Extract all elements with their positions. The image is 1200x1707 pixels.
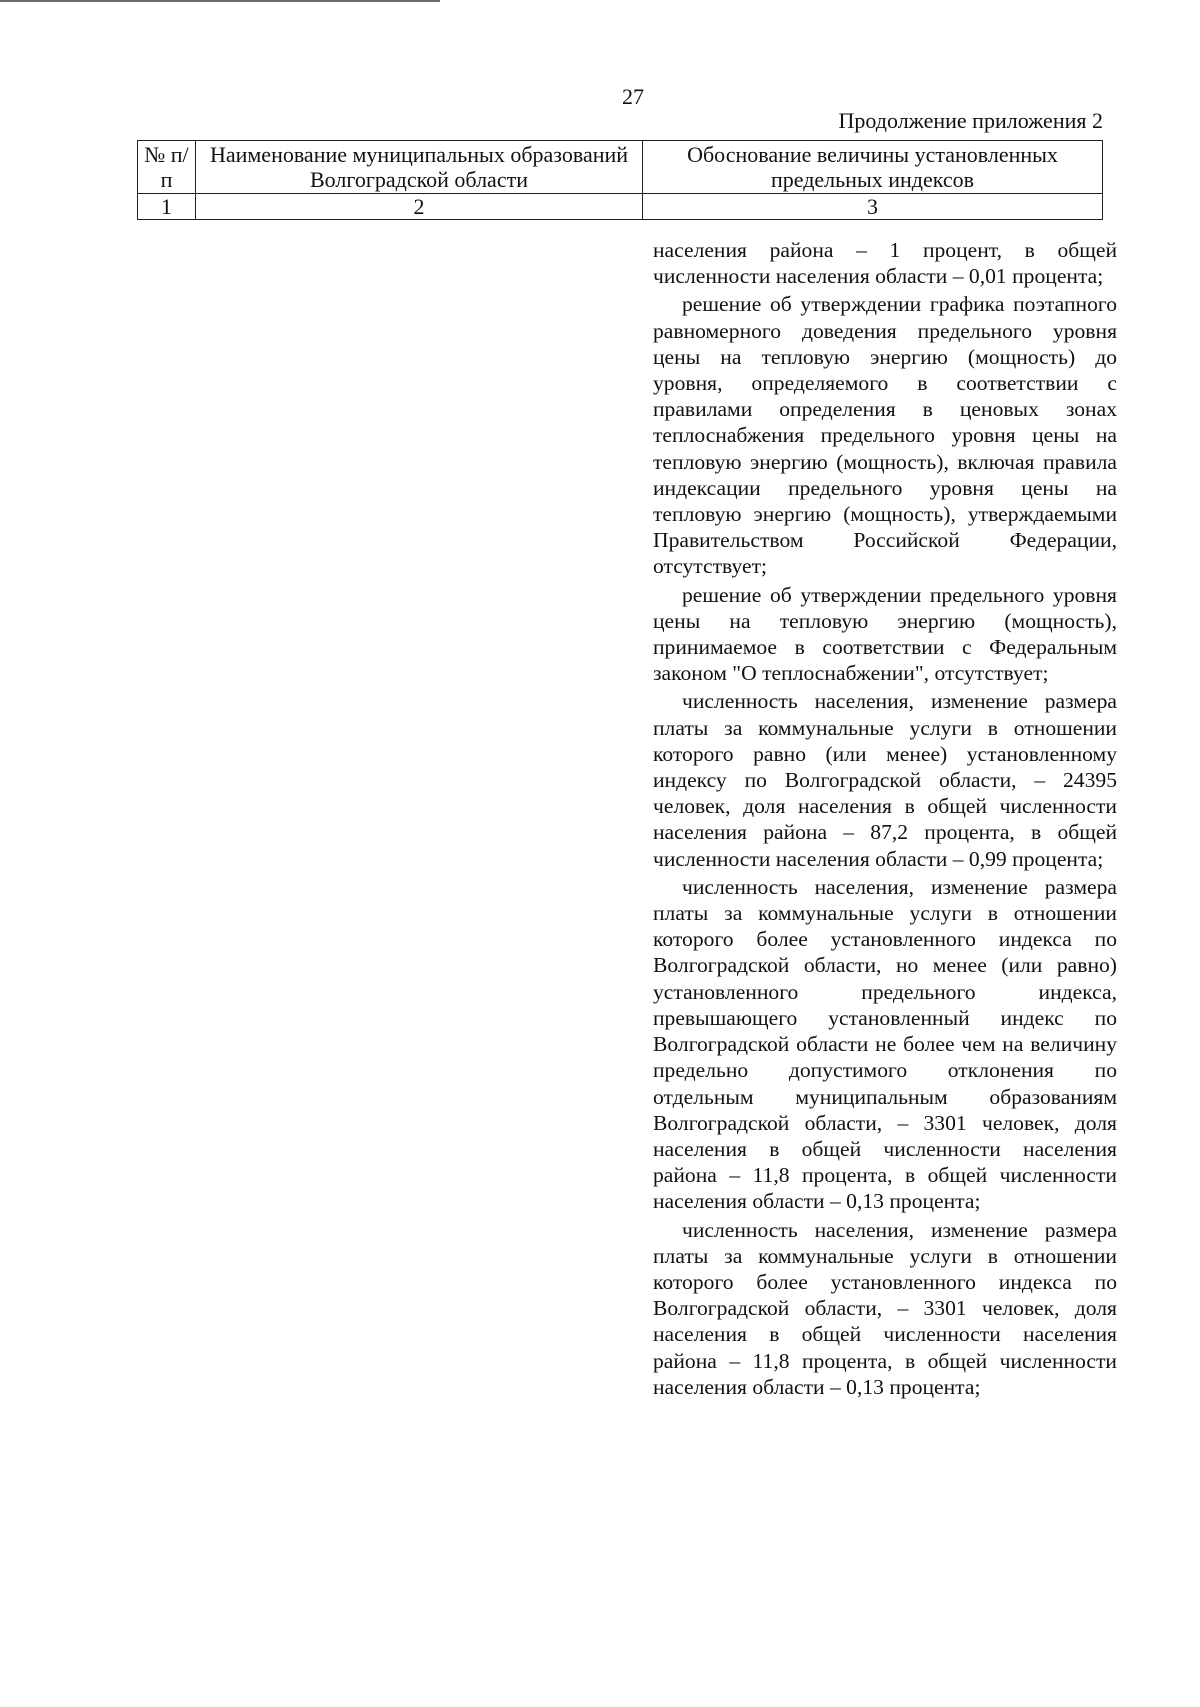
justification-paragraph: решение об утверждении предельного уровня цены на тепловую энергию (мощность), принимаемое в соответствии с Федеральным законом "О теплоснабжении", отсутствует; <box>653 582 1117 686</box>
column-number-2: 2 <box>196 194 643 220</box>
justification-paragraph: решение об утверждении графика поэтапного равномерного доведения предельного уровня цены на тепловую энергию (мощность) до уровня, определяемого в соответствии с правилами определения в ценовых зонах теплоснабжения предельного уровня цены на тепловую энергию (мощность), включая правила индексации предельного уровня цены на тепловую энергию (мощность), утверждаемыми Правительством Российской Федерации, отсутствует; <box>653 292 1117 579</box>
appendix-table <box>137 140 1103 220</box>
scan-edge-line <box>0 0 440 2</box>
column-number-1: 1 <box>138 194 196 220</box>
page-number: 27 <box>622 84 644 109</box>
column-number-row <box>138 194 1103 220</box>
justification-paragraph: численность населения, изменение размера платы за коммунальные услуги в отношении которого более установленного индекса по Волгоградской области, но менее (или равно) установленного предельного индекса, превышающего установленный индекс по Волгоградской области не более чем на величину предельно допустимого отклонения по отдельным муниципальным образованиям Волгоградской области, – 3301 человек, доля населения в общей численности населения района – 11,8 процента, в общей численности населения области – 0,13 процента; <box>653 874 1117 1214</box>
header-index-justification: Обоснование величины установленных предельных индексов <box>643 141 1103 194</box>
justification-paragraph: численность населения, изменение размера платы за коммунальные услуги в отношении которого более установленного индекса по Волгоградской области, – 3301 человек, доля населения в общей численности населения района – 11,8 процента, в общей численности населения области – 0,13 процента; <box>653 1217 1117 1399</box>
column-number-3: 3 <box>643 194 1103 220</box>
justification-text <box>653 237 1117 1402</box>
justification-paragraph: населения района – 1 процент, в общей численности населения области – 0,01 процента; <box>653 238 1117 289</box>
header-municipality-name: Наименование муниципальных образований Волгоградской области <box>196 141 643 194</box>
justification-paragraph: численность населения, изменение размера платы за коммунальные услуги в отношении которого равно (или менее) установленному индексу по Волгоградской области, – 24395 человек, доля населения в общей численности населения района – 87,2 процента, в общей численности населения области – 0,99 процента; <box>653 689 1117 871</box>
appendix-continuation-label: Продолжение приложения 2 <box>838 108 1103 133</box>
table-header-row <box>138 141 1103 194</box>
header-row-number: № п/п <box>138 141 196 194</box>
